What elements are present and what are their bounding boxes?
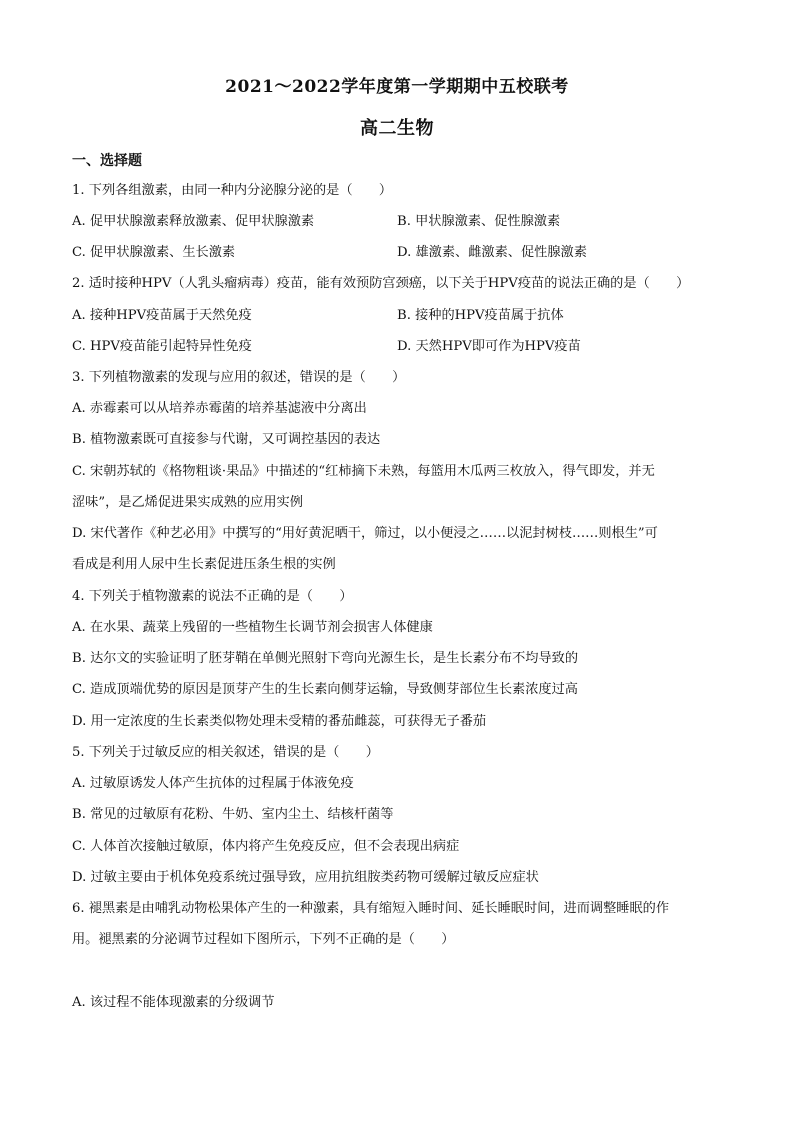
exam-title: 2021～2022学年度第一学期期中五校联考 (225, 77, 569, 97)
question-2-option-c: C. HPV疫苗能引起特异性免疫 (72, 339, 252, 354)
question-2-option-b: B. 接种的HPV疫苗属于抗体 (397, 308, 564, 323)
question-2-option-d: D. 天然HPV即可作为HPV疫苗 (397, 339, 581, 354)
question-5-option-c: C. 人体首次接触过敏原，体内将产生免疫反应，但不会表现出病症 (72, 839, 460, 854)
question-3-stem: 3. 下列植物激素的发现与应用的叙述，错误的是（ ） (72, 370, 406, 385)
question-3-option-a: A. 赤霉素可以从培养赤霉菌的培养基滤液中分离出 (72, 401, 367, 416)
question-3-option-b: B. 植物激素既可直接参与代谢，又可调控基因的表达 (72, 432, 381, 447)
question-4-option-b: B. 达尔文的实验证明了胚芽鞘在单侧光照射下弯向光源生长，是生长素分布不均导致的 (72, 651, 579, 666)
question-2-option-a: A. 接种HPV疫苗属于天然免疫 (72, 308, 252, 323)
question-2-stem: 2. 适时接种HPV（人乳头瘤病毒）疫苗，能有效预防宫颈癌，以下关于HPV疫苗的说法正确的是（ ） (72, 276, 690, 291)
question-3-option-d: D. 宋代著作《种艺必用》中撰写的“用好黄泥晒干，筛过，以小便浸之……以泥封树枝……则根生”可 (72, 526, 658, 541)
question-6-stem-cont: 用。褪黑素的分泌调节过程如下图所示，下列不正确的是（ ） (72, 932, 455, 947)
question-4-stem: 4. 下列关于植物激素的说法不正确的是（ ） (72, 589, 353, 604)
question-3-option-d-cont: 看成是利用人尿中生长素促进压条生根的实例 (72, 557, 336, 572)
question-1-option-d: D. 雄激素、雌激素、促性腺激素 (397, 245, 587, 260)
question-4-option-a: A. 在水果、蔬菜上残留的一些植物生长调节剂会损害人体健康 (72, 620, 433, 635)
question-5-stem: 5. 下列关于过敏反应的相关叙述，错误的是（ ） (72, 745, 379, 760)
exam-subject: 高二生物 (360, 118, 434, 139)
section-heading: 一、选择题 (72, 153, 142, 169)
question-1-option-a: A. 促甲状腺激素释放激素、促甲状腺激素 (72, 214, 315, 229)
question-1-option-b: B. 甲状腺激素、促性腺激素 (397, 214, 561, 229)
question-1-stem: 1. 下列各组激素，由同一种内分泌腺分泌的是（ ） (72, 183, 393, 198)
question-6-option-a: A. 该过程不能体现激素的分级调节 (72, 995, 275, 1010)
question-1-option-c: C. 促甲状腺激素、生长激素 (72, 245, 236, 260)
question-5-option-a: A. 过敏原诱发人体产生抗体的过程属于体液免疫 (72, 776, 354, 791)
question-3-option-c-cont: 涩味”，是乙烯促进果实成熟的应用实例 (72, 495, 303, 510)
question-6-stem: 6. 褪黑素是由哺乳动物松果体产生的一种激素，具有缩短入睡时间、延长睡眠时间，进而调整睡眠的作 (72, 901, 670, 916)
question-4-option-d: D. 用一定浓度的生长素类似物处理未受精的番茄雌蕊，可获得无子番茄 (72, 714, 487, 729)
question-4-option-c: C. 造成顶端优势的原因是顶芽产生的生长素向侧芽运输，导致侧芽部位生长素浓度过高 (72, 682, 578, 697)
question-5-option-b: B. 常见的过敏原有花粉、牛奶、室内尘土、结核杆菌等 (72, 807, 394, 822)
question-3-option-c: C. 宋朝苏轼的《格物粗谈·果品》中描述的“红柿摘下未熟，每篮用木瓜两三枚放入，得气即发，并无 (72, 464, 655, 479)
question-5-option-d: D. 过敏主要由于机体免疫系统过强导致，应用抗组胺类药物可缓解过敏反应症状 (72, 870, 539, 885)
